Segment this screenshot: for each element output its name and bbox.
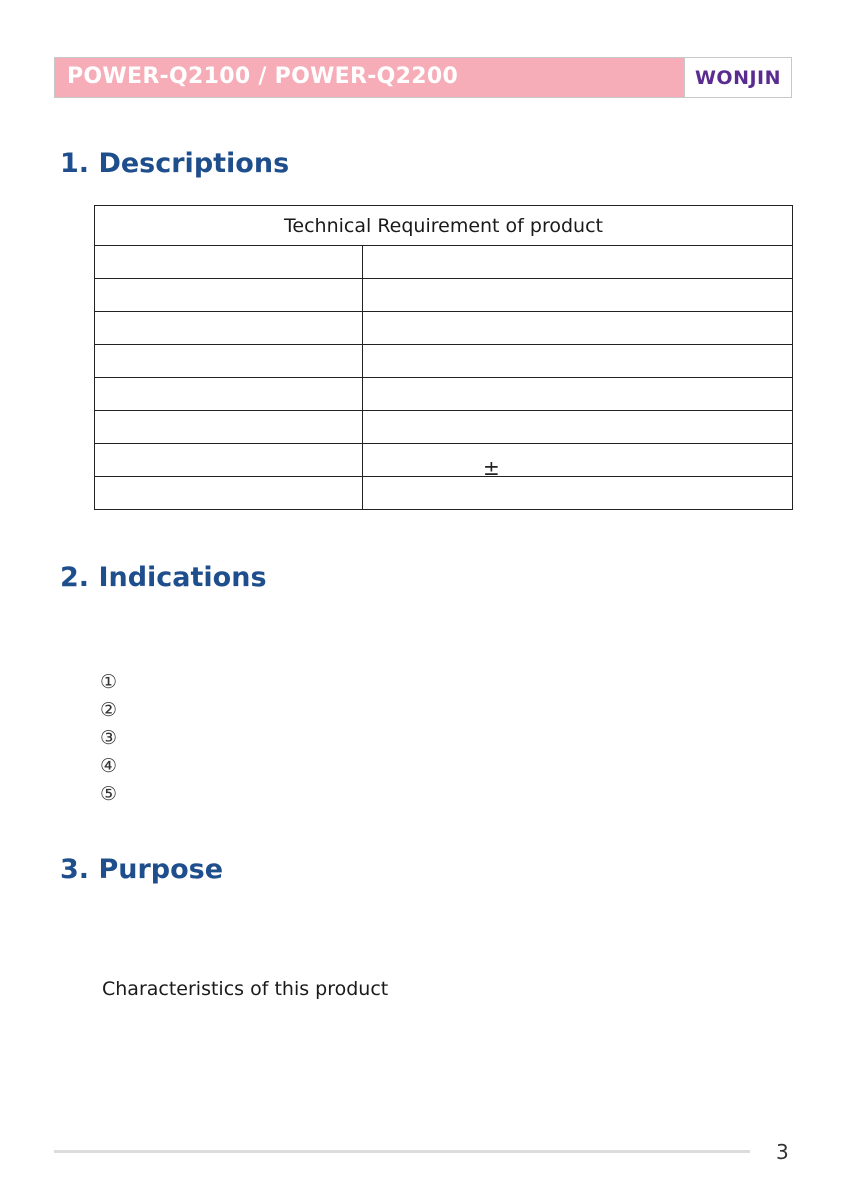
table-row <box>95 411 793 444</box>
table-cell-label <box>95 312 363 345</box>
table-row <box>95 378 793 411</box>
section-heading-indications: 2. Indications <box>60 562 267 593</box>
table-row <box>95 345 793 378</box>
table-cell-label <box>95 279 363 312</box>
section-heading-purpose: 3. Purpose <box>60 854 224 885</box>
list-item-marker: ② <box>100 699 118 721</box>
technical-requirements-table <box>94 205 793 510</box>
header-band <box>54 57 792 98</box>
table-cell-label <box>95 444 363 477</box>
table-cell-value-tolerance <box>363 444 793 477</box>
list-item-marker: ⑤ <box>100 783 118 805</box>
plus-minus-symbol: ± <box>483 456 500 480</box>
table-row <box>95 477 793 510</box>
table-cell-value <box>363 378 793 411</box>
table-cell-value <box>363 411 793 444</box>
footer-divider <box>54 1150 750 1153</box>
table-row <box>95 312 793 345</box>
table-cell-value <box>363 312 793 345</box>
table-row <box>95 246 793 279</box>
characteristics-label: Characteristics of this product <box>102 978 389 1000</box>
list-item-marker: ③ <box>100 727 118 749</box>
table-cell-label <box>95 378 363 411</box>
list-item-marker: ① <box>100 671 118 693</box>
table-cell-label <box>95 477 363 510</box>
brand-logo: WONJIN <box>694 66 782 89</box>
table-row <box>95 279 793 312</box>
table-row <box>95 444 793 477</box>
model-title: POWER-Q2100 / POWER-Q2200 <box>67 64 459 89</box>
table-cell-value <box>363 246 793 279</box>
page-number: 3 <box>776 1140 789 1164</box>
table-cell-label <box>95 246 363 279</box>
list-item-marker: ④ <box>100 755 118 777</box>
table-cell-value <box>363 477 793 510</box>
section-heading-descriptions: 1. Descriptions <box>60 148 290 179</box>
table-cell-label <box>95 411 363 444</box>
table-cell-value <box>363 279 793 312</box>
table-title: Technical Requirement of product <box>95 206 793 246</box>
brand-logo-box <box>684 58 791 97</box>
indications-list <box>100 668 117 808</box>
table-cell-value <box>363 345 793 378</box>
table-title-row <box>95 206 793 246</box>
table-cell-label <box>95 345 363 378</box>
